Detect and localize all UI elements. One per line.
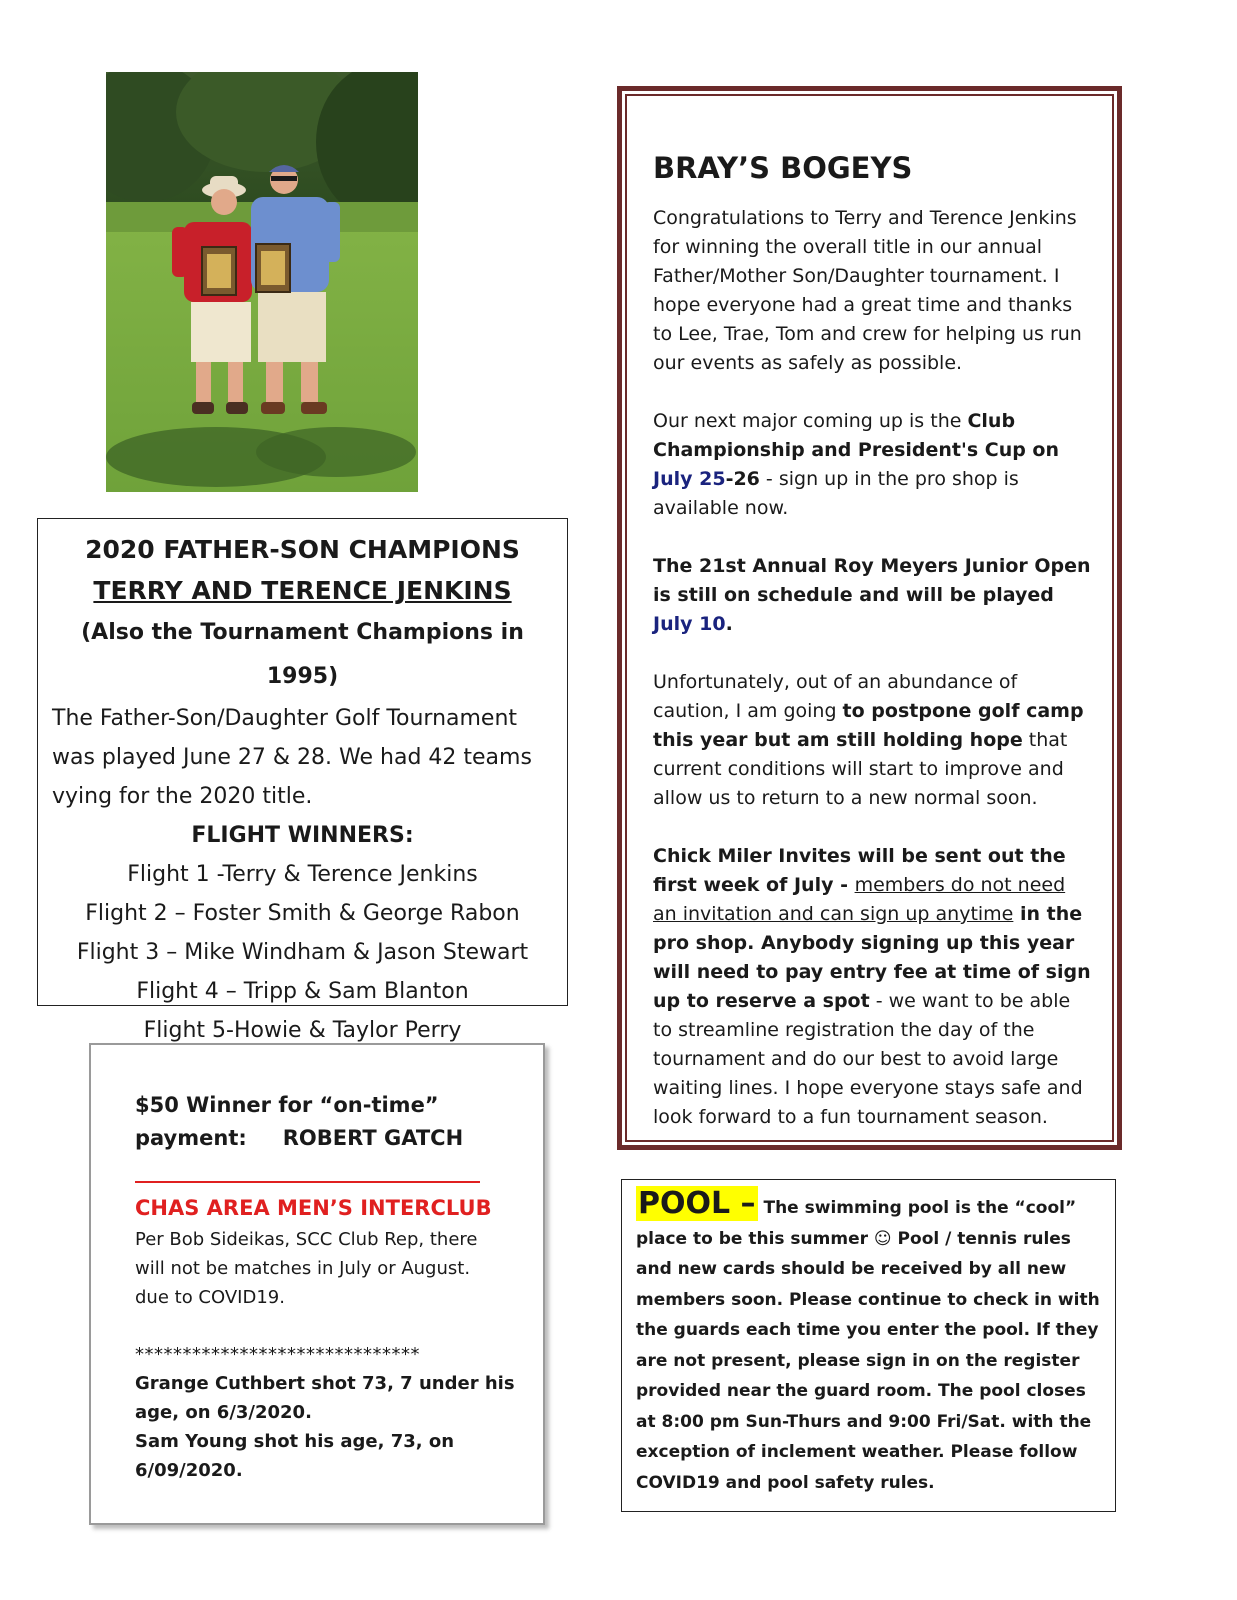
winner-line-2 [135,1122,529,1155]
flight-winner-4: Flight 4 – Tripp & Sam Blanton [136,979,469,1004]
champions-note: (Also the Tournament Champions in 1995) [81,620,524,689]
score-1-line-a: Grange Cuthbert shot 73, 7 under his [135,1373,515,1394]
p5-bold-c: in the pro shop. Anybody signing up this year will need to pay entry fee at time of sign up to reserve a spot [653,903,1091,1012]
p3-period: . [725,613,733,635]
red-divider [135,1181,480,1183]
score-1-line-b: age, on 6/3/2020. [135,1402,312,1423]
winner-box [89,1043,545,1525]
champions-box [37,518,568,1043]
flight-winners-heading: FLIGHT WINNERS: [191,823,414,848]
p2-date-end: -26 [725,468,760,490]
interclub-title: CHAS AREA MEN’S INTERCLUB [135,1196,492,1220]
photo-illustration [106,72,418,492]
p2-text-e: - sign up in the pro shop is available now. [653,468,1019,519]
champions-title: 2020 FATHER-SON CHAMPIONS [85,535,520,564]
star-divider: ****************************** [135,1344,420,1365]
p2-text-a: Our next major coming up is the [653,410,968,432]
p3-date: July 10 [653,613,726,635]
p4-text-c: that current conditions will start to improve and allow us to return to a new normal soon. [653,729,1068,809]
brays-bogeys-title: BRAY’S BOGEYS [653,151,913,185]
winner-payment-label: payment: [135,1126,247,1150]
interclub-body-2: will not be matches in July or August. [135,1258,471,1279]
interclub-body-3: due to COVID19. [135,1287,285,1308]
winner-name: ROBERT GATCH [282,1126,464,1150]
bray-paragraph-3 [653,552,1092,639]
score-2-line-a: Sam Young shot his age, 73, on [135,1431,455,1452]
pool-box [621,1179,1116,1512]
flight-winner-3: Flight 3 – Mike Windham & Jason Stewart [76,940,529,965]
p5-underlined-b: members do not need an invitation and can sign up anytime [653,874,1066,925]
flight-winner-2: Flight 2 – Foster Smith & George Rabon [85,901,520,926]
p2-bold-b: Club Championship and President's Cup on [653,410,1060,461]
champions-names: TERRY AND TERENCE JENKINS [93,576,512,605]
flight-winner-1: Flight 1 -Terry & Terence Jenkins [127,862,478,887]
champions-photo [106,72,418,492]
brays-bogeys-frame [617,86,1122,1150]
flight-winner-5: Flight 5-Howie & Taylor Perry [143,1018,462,1043]
pool-text [636,1186,1107,1498]
pool-body: The swimming pool is the “cool” place to be this summer ☺ Pool / tennis rules and new cards should be received by all new members soon. Please continue to check in with the guards each time you enter the pool. If they are not present, please sign in on the register provided near the guard room. The pool closes at 8:00 pm Sun-Thurs and 9:00 Fri/Sat. with the exception of inclement weather. Please follow COVID19 and pool safety rules. [636,1198,1100,1493]
bray-paragraph-2 [653,407,1092,523]
p5-bold-a: Chick Miler Invites will be sent out the first week of July - [653,845,1066,896]
p2-date: July 25 [653,468,726,490]
p3-bold-a: The 21st Annual Roy Meyers Junior Open is still on schedule and will be played [653,555,1091,606]
p4-bold-b: to postpone golf camp this year but am still holding hope [653,700,1084,751]
interclub-body-1: Per Bob Sideikas, SCC Club Rep, there [135,1229,478,1250]
brays-bogeys-box [625,94,1114,1142]
bray-paragraph-4 [653,668,1092,813]
score-2-line-b: 6/09/2020. [135,1460,243,1481]
champions-body: The Father-Son/Daughter Golf Tournament was played June 27 & 28. We had 42 teams vying for the 2020 title. [52,706,532,809]
bray-paragraph-1: Congratulations to Terry and Terence Jenkins for winning the overall title in our annual Father/Mother Son/Daughter tournament. I hope everyone had a great time and thanks to Lee, Trae, Tom and crew for helping us run our events as safely as possible. [653,207,1082,374]
p4-text-a: Unfortunately, out of an abundance of caution, I am going [653,671,1018,722]
p5-text-d: - we want to be able to streamline registration the day of the tournament and do our best to avoid large waiting lines. I hope everyone stays safe and look forward to a fun tournament season. [653,990,1083,1128]
bray-paragraph-5 [653,842,1092,1132]
pool-heading: POOL – [638,1186,756,1221]
winner-line-1: $50 Winner for “on-time” [135,1093,439,1117]
